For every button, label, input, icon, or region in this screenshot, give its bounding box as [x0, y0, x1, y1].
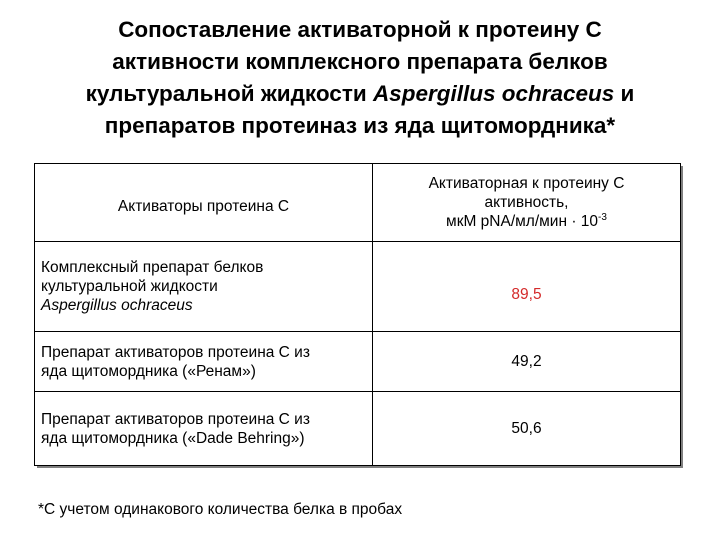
title-line-3-post: и [614, 81, 635, 106]
slide-title [30, 14, 690, 142]
table-row [35, 392, 681, 466]
row-1-line-2: культуральной жидкости [41, 278, 218, 295]
title-species-name: Aspergillus ochraceus [372, 81, 615, 106]
row-1-value: 89,5 [511, 286, 542, 303]
row-3-line-2: яда щитомордника («Dade Behring») [41, 429, 305, 447]
title-line-2: активности комплексного препарата белков [112, 49, 608, 74]
header-activators: Активаторы протеина С [35, 164, 373, 242]
activity-table [34, 163, 681, 466]
data-table-container [34, 163, 680, 465]
row-3-label [35, 392, 373, 466]
header-units-exponent: -3 [598, 211, 607, 223]
row-3-value-cell [373, 392, 681, 466]
title-line-3-pre: культуральной жидкости [85, 81, 373, 106]
table-row [35, 242, 681, 332]
header-activity-line-2: активность, [484, 194, 569, 211]
title-line-1: Сопоставление активаторной к протеину С [118, 17, 602, 42]
header-units-text: мкМ pNA/мл/мин · 10 [446, 213, 599, 230]
header-activity-line-1: Активаторная к протеину С [428, 175, 625, 192]
row-1-species-name: Aspergillus ochraceus [41, 297, 193, 314]
header-activity [373, 164, 681, 242]
row-2-line-2: яда щитомордника («Ренам») [41, 362, 256, 380]
title-line-3 [30, 78, 690, 110]
row-1-line-1: Комплексный препарат белков [41, 259, 264, 276]
row-1-label [35, 242, 373, 332]
footnote: *С учетом одинакового количества белка в пробах [38, 501, 403, 518]
title-line-4: препаратов протеиназ из яда щитомордника* [104, 113, 616, 138]
row-2-value-cell [373, 332, 681, 392]
row-1-value-cell [373, 242, 681, 332]
header-activity-units [379, 212, 674, 231]
table-row [35, 332, 681, 392]
table-header-row [35, 164, 681, 242]
row-3-value: 50,6 [511, 420, 542, 437]
row-2-label [35, 332, 373, 392]
row-2-value: 49,2 [511, 353, 542, 370]
row-3-line-1: Препарат активаторов протеина С из [41, 410, 310, 428]
row-2-line-1: Препарат активаторов протеина С из [41, 343, 310, 361]
